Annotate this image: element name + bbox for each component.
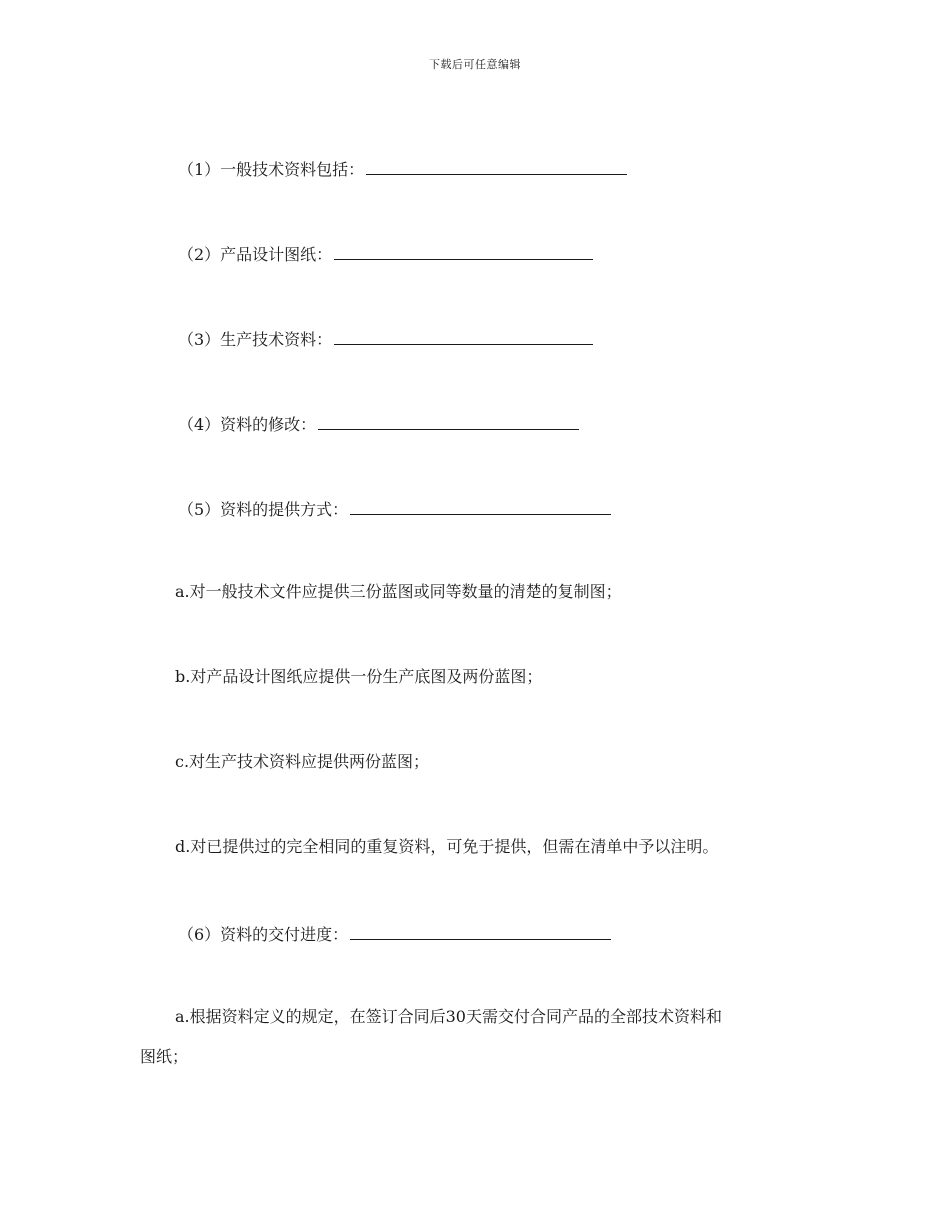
item-label: （3）生产技术资料：: [178, 330, 333, 349]
item-label: （1）一般技术资料包括：: [178, 160, 365, 179]
form-item-provision-method: [0, 495, 950, 522]
delivery-item-a-line1: a.根据资料定义的规定，在签订合同后30天需交付合同产品的全部技术资料和: [175, 1007, 722, 1026]
form-item-production-tech-docs: [0, 325, 950, 352]
form-item-product-design-drawings: [0, 240, 950, 267]
fill-in-blank[interactable]: [318, 410, 579, 430]
fill-in-blank[interactable]: [350, 920, 611, 940]
item-label: （4）资料的修改：: [178, 415, 317, 434]
item-label: （5）资料的提供方式：: [178, 500, 349, 519]
item-label: （6）资料的交付进度：: [178, 925, 349, 944]
provision-item-b: b.对产品设计图纸应提供一份生产底图及两份蓝图；: [175, 667, 543, 686]
item-label: （2）产品设计图纸：: [178, 245, 333, 264]
provision-item-c: c.对生产技术资料应提供两份蓝图；: [175, 752, 430, 771]
delivery-item-a-line2: 图纸；: [140, 1047, 189, 1066]
page-header: 下载后可任意编辑: [429, 58, 521, 71]
form-item-doc-revisions: [0, 410, 950, 437]
fill-in-blank[interactable]: [350, 495, 611, 515]
fill-in-blank[interactable]: [334, 325, 593, 345]
form-item-general-tech-docs: [0, 155, 950, 182]
provision-item-d: d.对已提供过的完全相同的重复资料，可免于提供，但需在清单中予以注明。: [175, 837, 719, 856]
fill-in-blank[interactable]: [366, 155, 627, 175]
form-item-delivery-schedule: [0, 920, 950, 947]
provision-item-a: a.对一般技术文件应提供三份蓝图或同等数量的清楚的复制图；: [175, 582, 622, 601]
fill-in-blank[interactable]: [334, 240, 593, 260]
